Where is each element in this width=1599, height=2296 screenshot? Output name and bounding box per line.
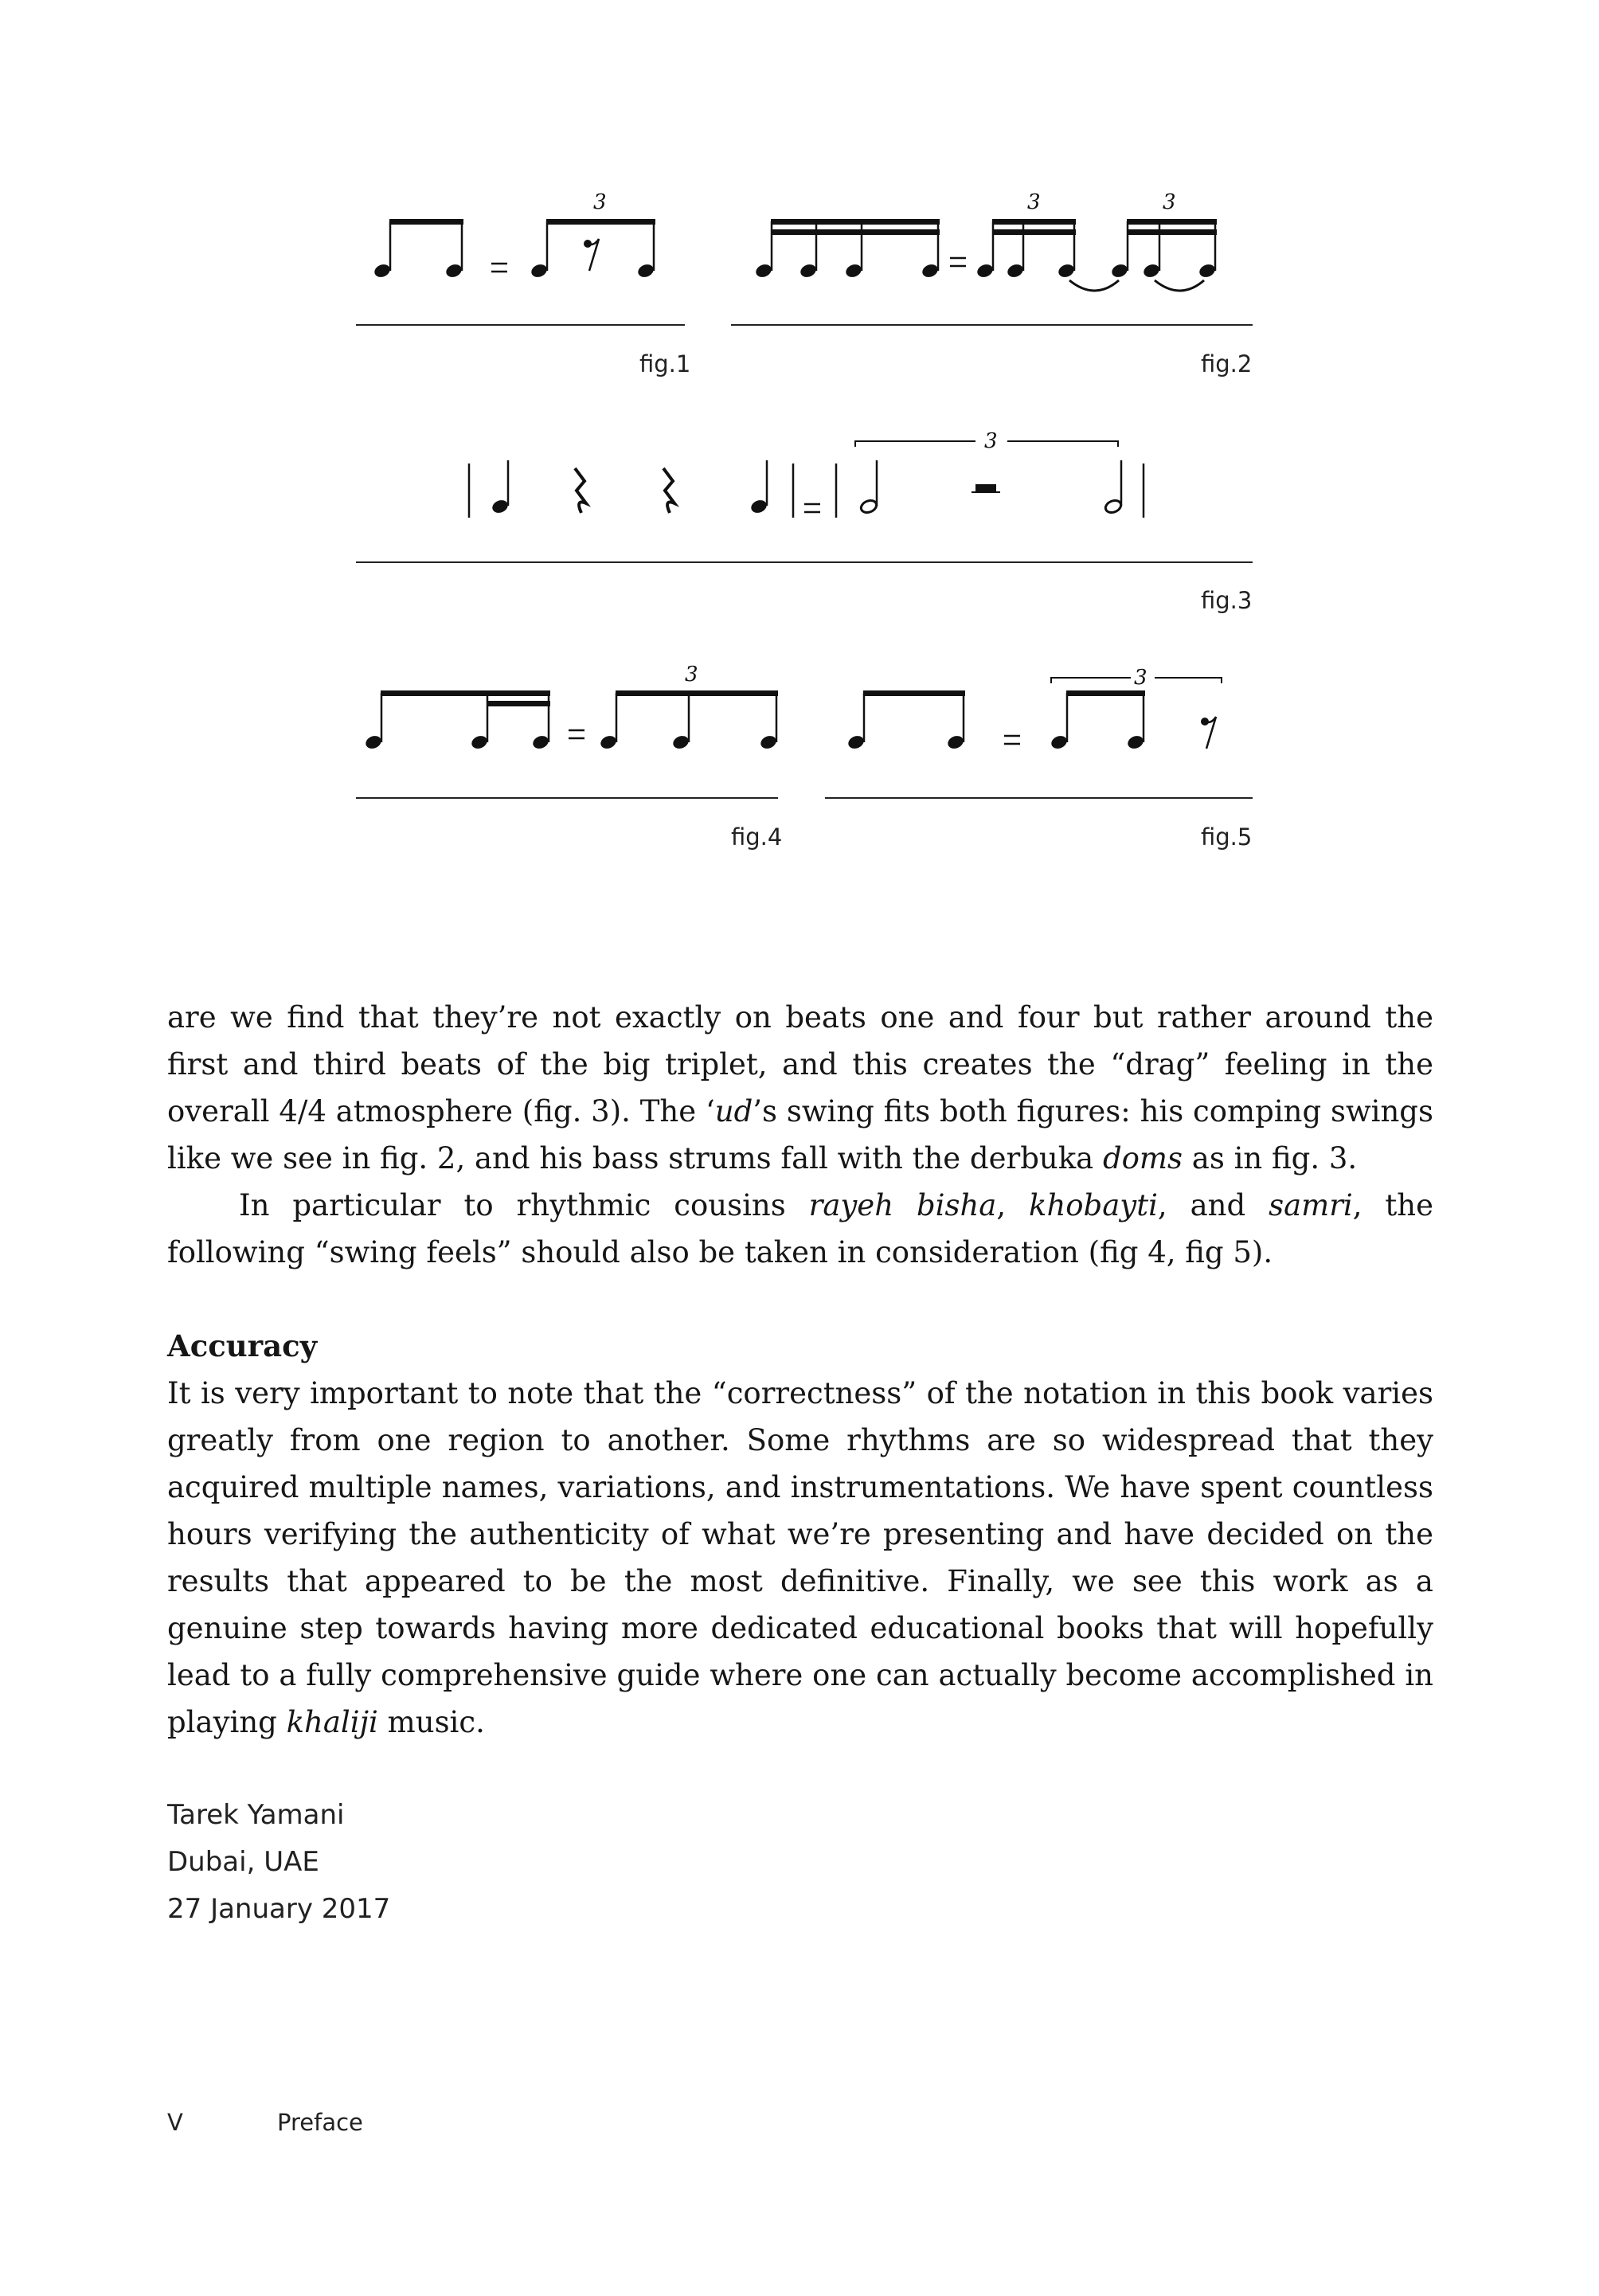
fig4-notation — [356, 663, 778, 798]
body-text — [167, 994, 1433, 1746]
italic-term: khaliji — [286, 1705, 378, 1739]
italic-term: rayeh bisha — [808, 1188, 997, 1222]
italic-term: khobayti — [1029, 1188, 1158, 1222]
paragraph-2: In particular to rhythmic cousins rayeh bisha, khobayti, and samri, the following “swing feels” should also be taken in consideration (fig 4, fig 5). — [167, 1188, 1434, 1269]
signature-date: 27 January 2017 — [167, 1893, 391, 1925]
fig3-notation — [356, 429, 1253, 562]
italic-term: ud — [714, 1094, 753, 1128]
page-number: V — [167, 2109, 183, 2136]
fig2-notation — [731, 190, 1253, 325]
paragraph-spacer — [167, 1276, 1433, 1323]
fig5-notation — [825, 666, 1253, 798]
fig1-caption: fig.1 — [639, 350, 691, 377]
fig3-caption: fig.3 — [1201, 587, 1253, 614]
running-footer-section: Preface — [277, 2109, 363, 2136]
fig1-notation — [356, 190, 685, 325]
paragraph-1: are we find that they’re not exactly on beats one and four but rather around the first and third beats of the big triplet, and this creates the “drag” feeling in the overall 4/4 atmosphere (fig. 3). The ‘ud’s swing fits both figures: his comping swings like we see in fig. 2, and his bass strums fall with the derbuka doms as in fig. 3. — [167, 1000, 1433, 1175]
svg-text:3: 3 — [1027, 190, 1041, 214]
fig5-caption: fig.5 — [1201, 823, 1253, 851]
italic-term: samri — [1269, 1188, 1353, 1222]
section-heading: Accuracy — [167, 1328, 318, 1363]
svg-text:3: 3 — [593, 190, 607, 214]
author-place: Dubai, UAE — [167, 1846, 319, 1878]
svg-text:3: 3 — [984, 429, 998, 453]
svg-text:3: 3 — [1134, 666, 1147, 690]
notation-figures — [0, 0, 1599, 892]
fig2-caption: fig.2 — [1201, 350, 1253, 377]
svg-text:3: 3 — [685, 663, 698, 686]
paragraph-3: It is very important to note that the “correctness” of the notation in this book varies greatly from one region to another. Some rhythms are so widespread that they acquired multiple names, variations, and instrumentations. We have spent countless hours verifying the authenticity of what we’re presenting and have decided on the results that appeared to be the most definitive. Finally, we see this work as a genuine step towards having more dedicated educational books that will hopefully lead to a fully comprehensive guide where one can actually become accomplished in playing khaliji music. — [167, 1376, 1433, 1739]
italic-term: doms — [1102, 1141, 1183, 1175]
fig4-caption: fig.4 — [731, 823, 783, 851]
signature-block — [167, 1792, 390, 1933]
author-name: Tarek Yamani — [167, 1799, 345, 1831]
svg-text:3: 3 — [1163, 190, 1176, 214]
